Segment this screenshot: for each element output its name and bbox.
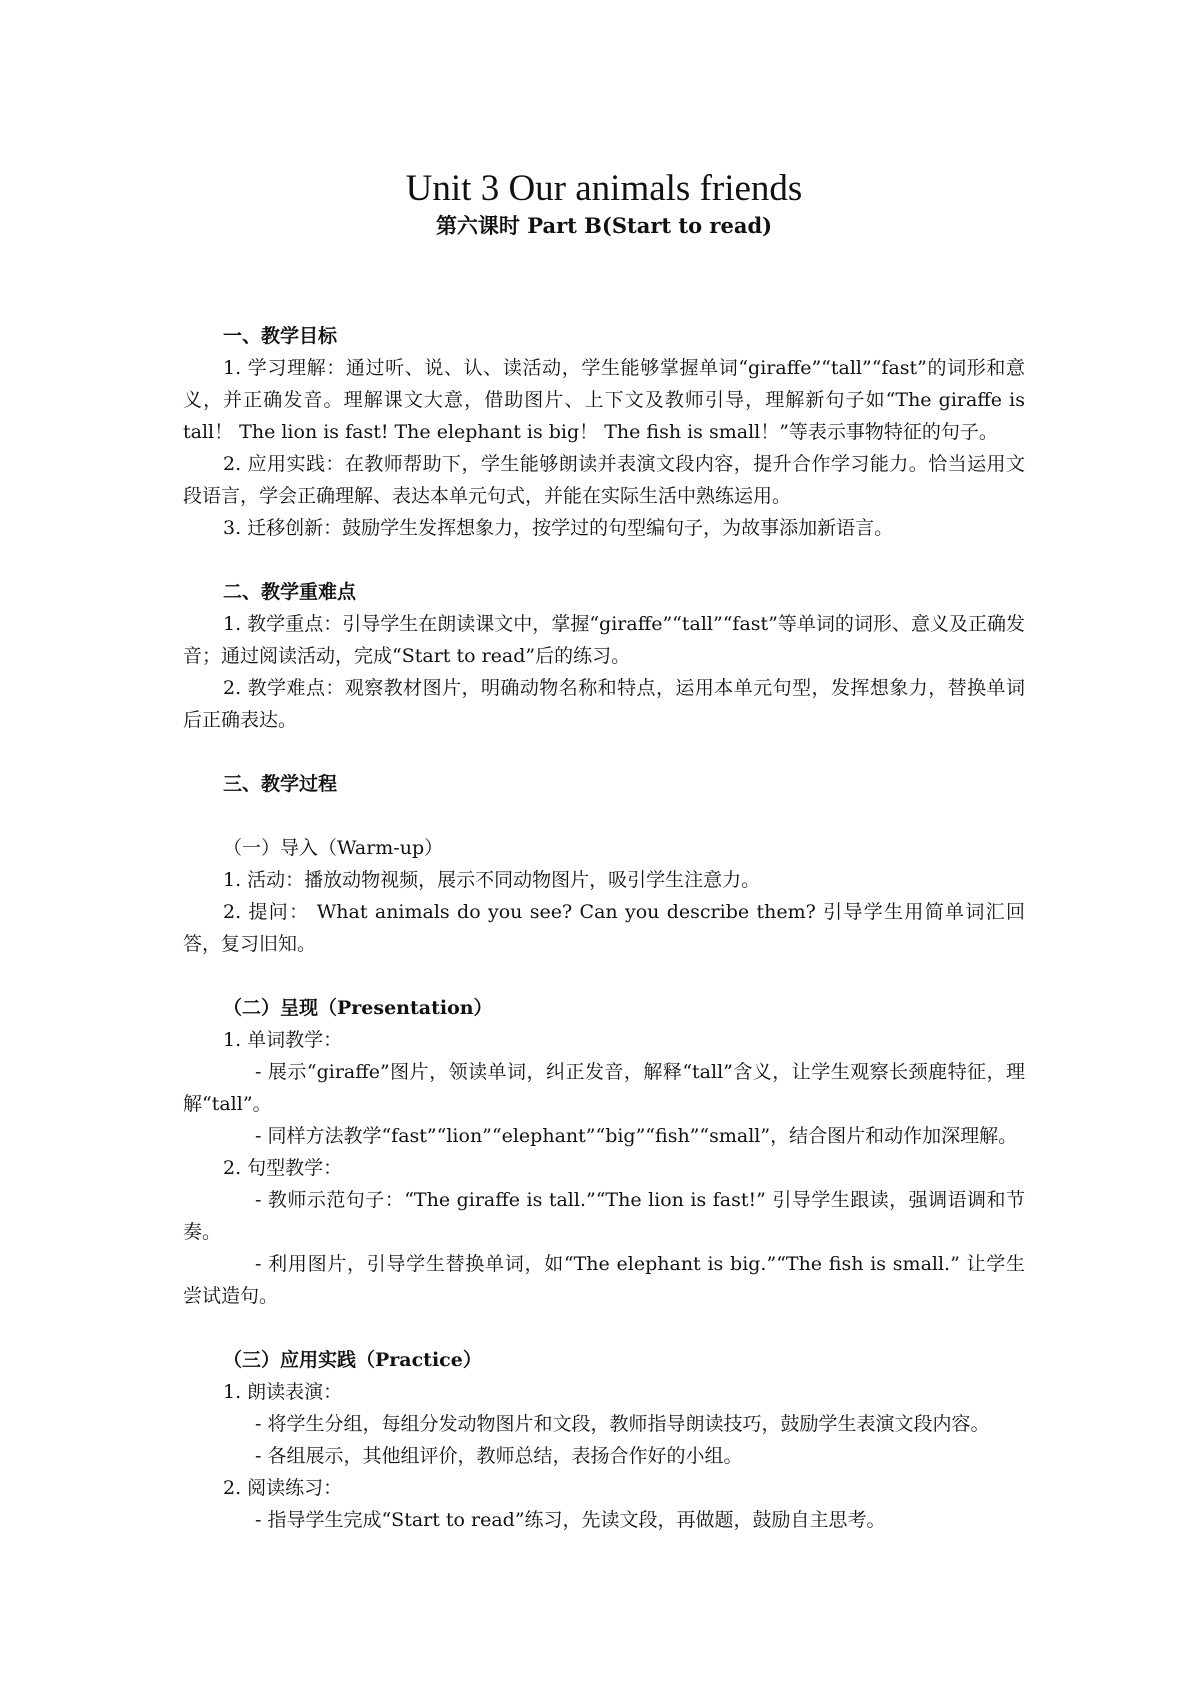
paragraph: 2. 应用实践：在教师帮助下，学生能够朗读并表演文段内容，提升合作学习能力。恰当运用文段语言，学会正确理解、表达本单元句式，并能在实际生活中熟练运用。 xyxy=(183,453,1025,507)
paragraph: 2. 句型教学： xyxy=(223,1157,343,1179)
list-item: - 利用图片，引导学生替换单词，如“The elephant is big.”“The fish is small.” 让学生尝试造句。 xyxy=(183,1253,1025,1307)
paragraph: 1. 朗读表演： xyxy=(223,1381,343,1403)
paragraph: 1. 活动：播放动物视频，展示不同动物图片，吸引学生注意力。 xyxy=(223,869,761,891)
list-item: - 各组展示，其他组评价，教师总结，表扬合作好的小组。 xyxy=(255,1445,743,1467)
list-item: - 教师示范句子：“The giraffe is tall.”“The lion is fast!” 引导学生跟读，强调语调和节奏。 xyxy=(183,1189,1025,1243)
paragraph: 2. 提问： What animals do you see? Can you describe them? 引导学生用简单词汇回答，复习旧知。 xyxy=(183,901,1025,955)
section-heading-objectives: 一、教学目标 xyxy=(223,325,338,347)
subsection-heading-presentation: （二）呈现（Presentation） xyxy=(223,997,493,1019)
paragraph: 1. 教学重点：引导学生在朗读课文中，掌握“giraffe”“tall”“fast”等单词的词形、意义及正确发音；通过阅读活动，完成“Start to read”后的练习。 xyxy=(183,613,1025,667)
list-item: - 展示“giraffe”图片，领读单词，纠正发音，解释“tall”含义，让学生观察长颈鹿特征，理解“tall”。 xyxy=(183,1061,1025,1115)
paragraph: 3. 迁移创新：鼓励学生发挥想象力，按学过的句型编句子，为故事添加新语言。 xyxy=(223,517,894,539)
section-heading-key-points: 二、教学重难点 xyxy=(223,581,357,603)
paragraph: 2. 教学难点：观察教材图片，明确动物名称和特点，运用本单元句型，发挥想象力，替换单词后正确表达。 xyxy=(183,677,1025,731)
section-heading-process: 三、教学过程 xyxy=(223,773,338,795)
paragraph: 2. 阅读练习： xyxy=(223,1477,343,1499)
list-item: - 同样方法教学“fast”“lion”“elephant”“big”“fish”“small”，结合图片和动作加深理解。 xyxy=(255,1125,1018,1147)
paragraph: 1. 学习理解：通过听、说、认、读活动，学生能够掌握单词“giraffe”“tall”“fast”的词形和意义，并正确发音。理解课文大意，借助图片、上下文及教师引导，理解新句子如“The giraffe is tall！ The lion is fast! The elephant is big！ The fish is small！”等表示事物特征的句子。 xyxy=(183,357,1025,443)
document-body xyxy=(183,320,1025,1536)
paragraph: 1. 单词教学： xyxy=(223,1029,343,1051)
subsection-heading-warmup: （一）导入（Warm-up） xyxy=(223,837,444,859)
subsection-heading-practice: （三）应用实践（Practice） xyxy=(223,1349,482,1371)
page-title: Unit 3 Our animals friends xyxy=(405,167,803,209)
list-item: - 指导学生完成“Start to read”练习，先读文段，再做题，鼓励自主思考。 xyxy=(255,1509,886,1531)
page-subtitle: 第六课时 Part B(Start to read) xyxy=(435,213,773,238)
list-item: - 将学生分组，每组分发动物图片和文段，教师指导朗读技巧，鼓励学生表演文段内容。 xyxy=(255,1413,990,1435)
